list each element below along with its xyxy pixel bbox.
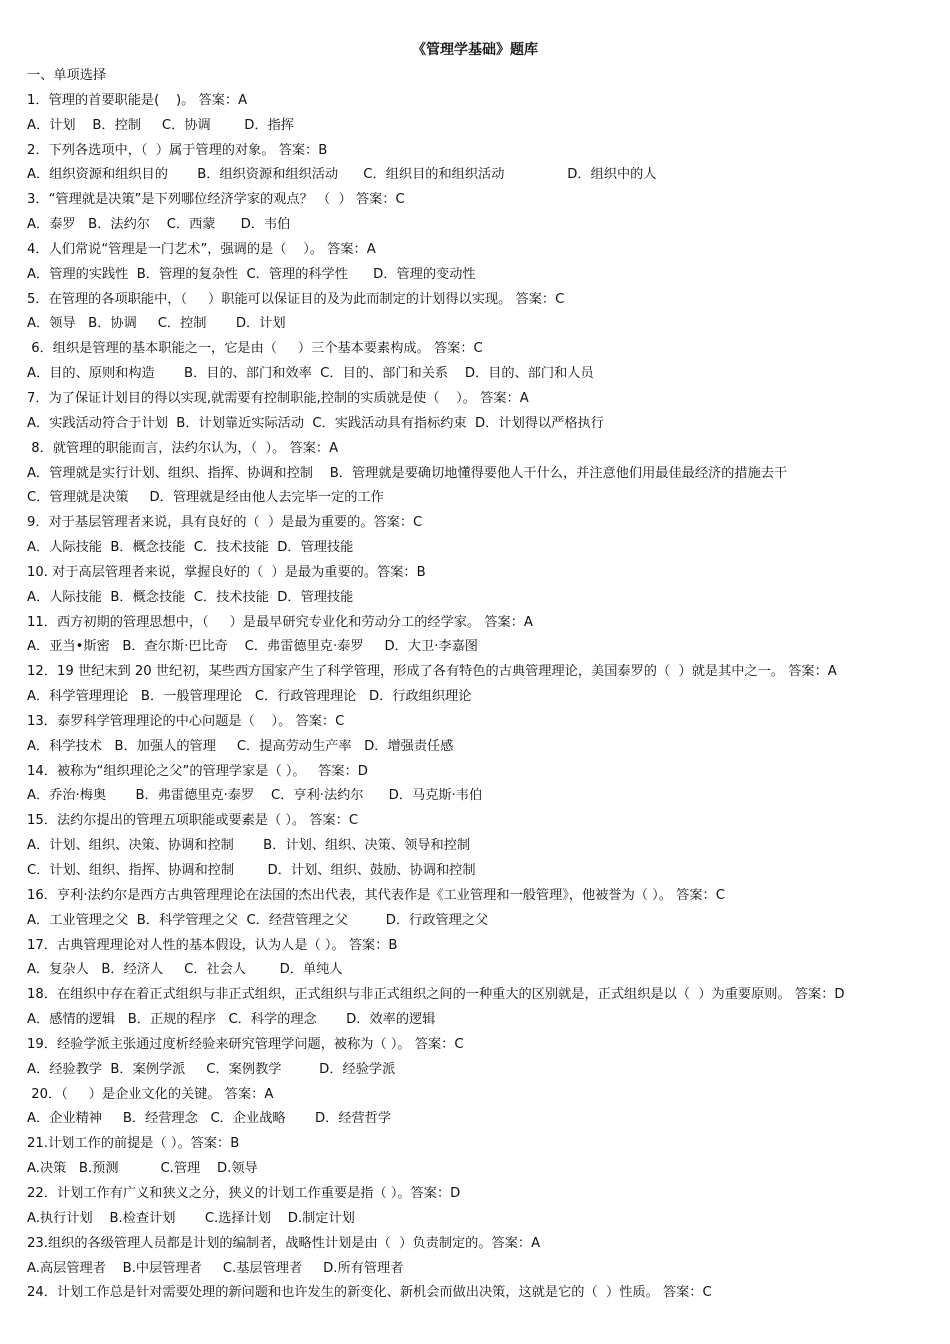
text-line: 8．就管理的职能而言，法约尔认为，（ ）。 答案：A (27, 440, 339, 456)
text-line: 6．组织是管理的基本职能之一，它是由（ ）三个基本要素构成。 答案：C (27, 341, 483, 357)
text-line: A．泰罗 B．法约尔 C．西蒙 D．韦伯 (27, 217, 291, 233)
text-line: A．工业管理之父 B．科学管理之父 C．经营管理之父 D．行政管理之父 (27, 912, 489, 928)
text-line: A．感情的逻辑 B．正规的程序 C．科学的理念 D．效率的逻辑 (27, 1012, 436, 1028)
text-line: A．组织资源和组织目的 B．组织资源和组织活动 C．组织目的和组织活动 D．组织中的人 (27, 167, 657, 183)
text-line: A．管理的实践性 B．管理的复杂性 C．管理的科学性 D．管理的变动性 (27, 266, 476, 282)
text-line: A.决策 B.预测 C.管理 D.领导 (27, 1161, 258, 1177)
text-line: A．实践活动符合于计划 B．计划靠近实际活动 C．实践活动具有指标约束 D．计划得以严格执行 (27, 415, 604, 431)
text-line: A．经验教学 B．案例学派 C．案例教学 D．经验学派 (27, 1061, 396, 1077)
text-line: A．领导 B．协调 C．控制 D．计划 (27, 316, 286, 332)
text-line: 10. 对于高层管理者来说，掌握良好的（ ）是最为重要的。答案：B (27, 564, 426, 580)
text-line: A.高层管理者 B.中层管理者 C.基层管理者 D.所有管理者 (27, 1260, 404, 1276)
text-line: A．计划 B．控制 C．协调 D．指挥 (27, 117, 294, 133)
text-line: C．管理就是决策 D．管理就是经由他人去完毕一定的工作 (27, 490, 384, 506)
text-line: 一、单项选择 (27, 68, 107, 83)
text-line: A．管理就是实行计划、组织、指挥、协调和控制 B．管理就是要确切地懂得要他人干什么，并注意他们用最佳最经济的措施去干 (27, 465, 788, 481)
text-line: 19．经验学派主张通过度析经验来研究管理学问题，被称为（ ）。 答案：C (27, 1036, 464, 1052)
text-line: A．计划、组织、决策、协调和控制 B．计划、组织、决策、领导和控制 (27, 838, 471, 854)
page-title: 《管理学基础》题库 (412, 42, 538, 58)
text-line: 15．法约尔提出的管理五项职能或要素是（ ）。 答案：C (27, 813, 359, 829)
text-line: A．亚当•斯密 B．查尔斯·巴比奇 C．弗雷德里克·泰罗 D．大卫·李嘉图 (27, 639, 478, 655)
text-line: A．人际技能 B．概念技能 C．技术技能 D．管理技能 (27, 589, 354, 605)
text-line: 22．计划工作有广义和狭义之分，狭义的计划工作重要是指（ ）。答案：D (27, 1185, 461, 1201)
text-line: A．复杂人 B．经济人 C．社会人 D．单纯人 (27, 962, 343, 978)
text-line: 11．西方初期的管理思想中，（ ）是最早研究专业化和劳动分工的经学家。 答案：A (27, 614, 533, 630)
text-line: 4．人们常说“管理是一门艺术”，强调的是（ ）。 答案：A (27, 241, 376, 257)
text-line: 1．管理的首要职能是( )。 答案：A (27, 92, 248, 108)
text-line: A．人际技能 B．概念技能 C．技术技能 D．管理技能 (27, 540, 354, 556)
text-line: A.执行计划 B.检查计划 C.选择计划 D.制定计划 (27, 1210, 355, 1226)
text-line: A．科学技术 B．加强人的管理 C．提高劳动生产率 D．增强责任感 (27, 738, 454, 754)
text-line: C．计划、组织、指挥、协调和控制 D．计划、组织、鼓励、协调和控制 (27, 863, 476, 878)
text-line: 12．19 世纪末到 20 世纪初，某些西方国家产生了科学管理，形成了各有特色的古典管理理论，美国泰罗的（ ）就是其中之一。 答案：A (27, 664, 837, 680)
text-line: 3．“管理就是决策”是下列哪位经济学家的观点？ （ ） 答案：C (27, 192, 405, 208)
text-line: 24．计划工作总是针对需要处理的新问题和也许发生的新变化、新机会而做出决策，这就是它的（ ）性质。 答案：C (27, 1285, 712, 1301)
text-line: A．企业精神 B．经营理念 C．企业战略 D．经营哲学 (27, 1111, 392, 1127)
text-line: 9．对于基层管理者来说，具有良好的（ ）是最为重要的。答案：C (27, 515, 423, 531)
text-line: A．科学管理理论 B．一般管理理论 C．行政管理理论 D．行政组织理论 (27, 689, 472, 705)
text-line: 2．下列各选项中，（ ）属于管理的对象。 答案：B (27, 142, 328, 158)
text-line: 7．为了保证计划目的得以实现,就需要有控制职能,控制的实质就是使（ ）。 答案：A (27, 390, 529, 406)
text-line: 13．泰罗科学管理理论的中心问题是（ ）。 答案：C (27, 713, 345, 729)
text-line: A．乔治·梅奥 B．弗雷德里克·泰罗 C．亨利·法约尔 D．马克斯·韦伯 (27, 788, 483, 804)
text-line: 18．在组织中存在着正式组织与非正式组织，正式组织与非正式组织之间的一种重大的区别就是，正式组织是以（ ）为重要原则。 答案：D (27, 987, 845, 1003)
text-line: 23.组织的各级管理人员都是计划的编制者，战略性计划是由（ ）负责制定的。答案：A (27, 1235, 541, 1251)
text-line: 5．在管理的各项职能中，（ ）职能可以保证目的及为此而制定的计划得以实现。 答案：C (27, 291, 565, 307)
text-line: 17．古典管理理论对人性的基本假设，认为人是（ ）。 答案：B (27, 937, 398, 953)
text-line: 16．亨利·法约尔是西方古典管理理论在法国的杰出代表，其代表作是《工业管理和一般管理》，他被誉为（ ）。 答案：C (27, 887, 725, 903)
question-list (27, 64, 927, 1306)
text-line: 14．被称为“组织理论之父”的管理学家是（ ）。 答案：D (27, 763, 368, 779)
text-line: A．目的、原则和构造 B．目的、部门和效率 C．目的、部门和关系 D．目的、部门和人员 (27, 366, 594, 382)
text-line: 20．（ ）是企业文化的关键。 答案：A (27, 1086, 274, 1102)
text-line: 21.计划工作的前提是（ ）。答案：B (27, 1136, 240, 1152)
